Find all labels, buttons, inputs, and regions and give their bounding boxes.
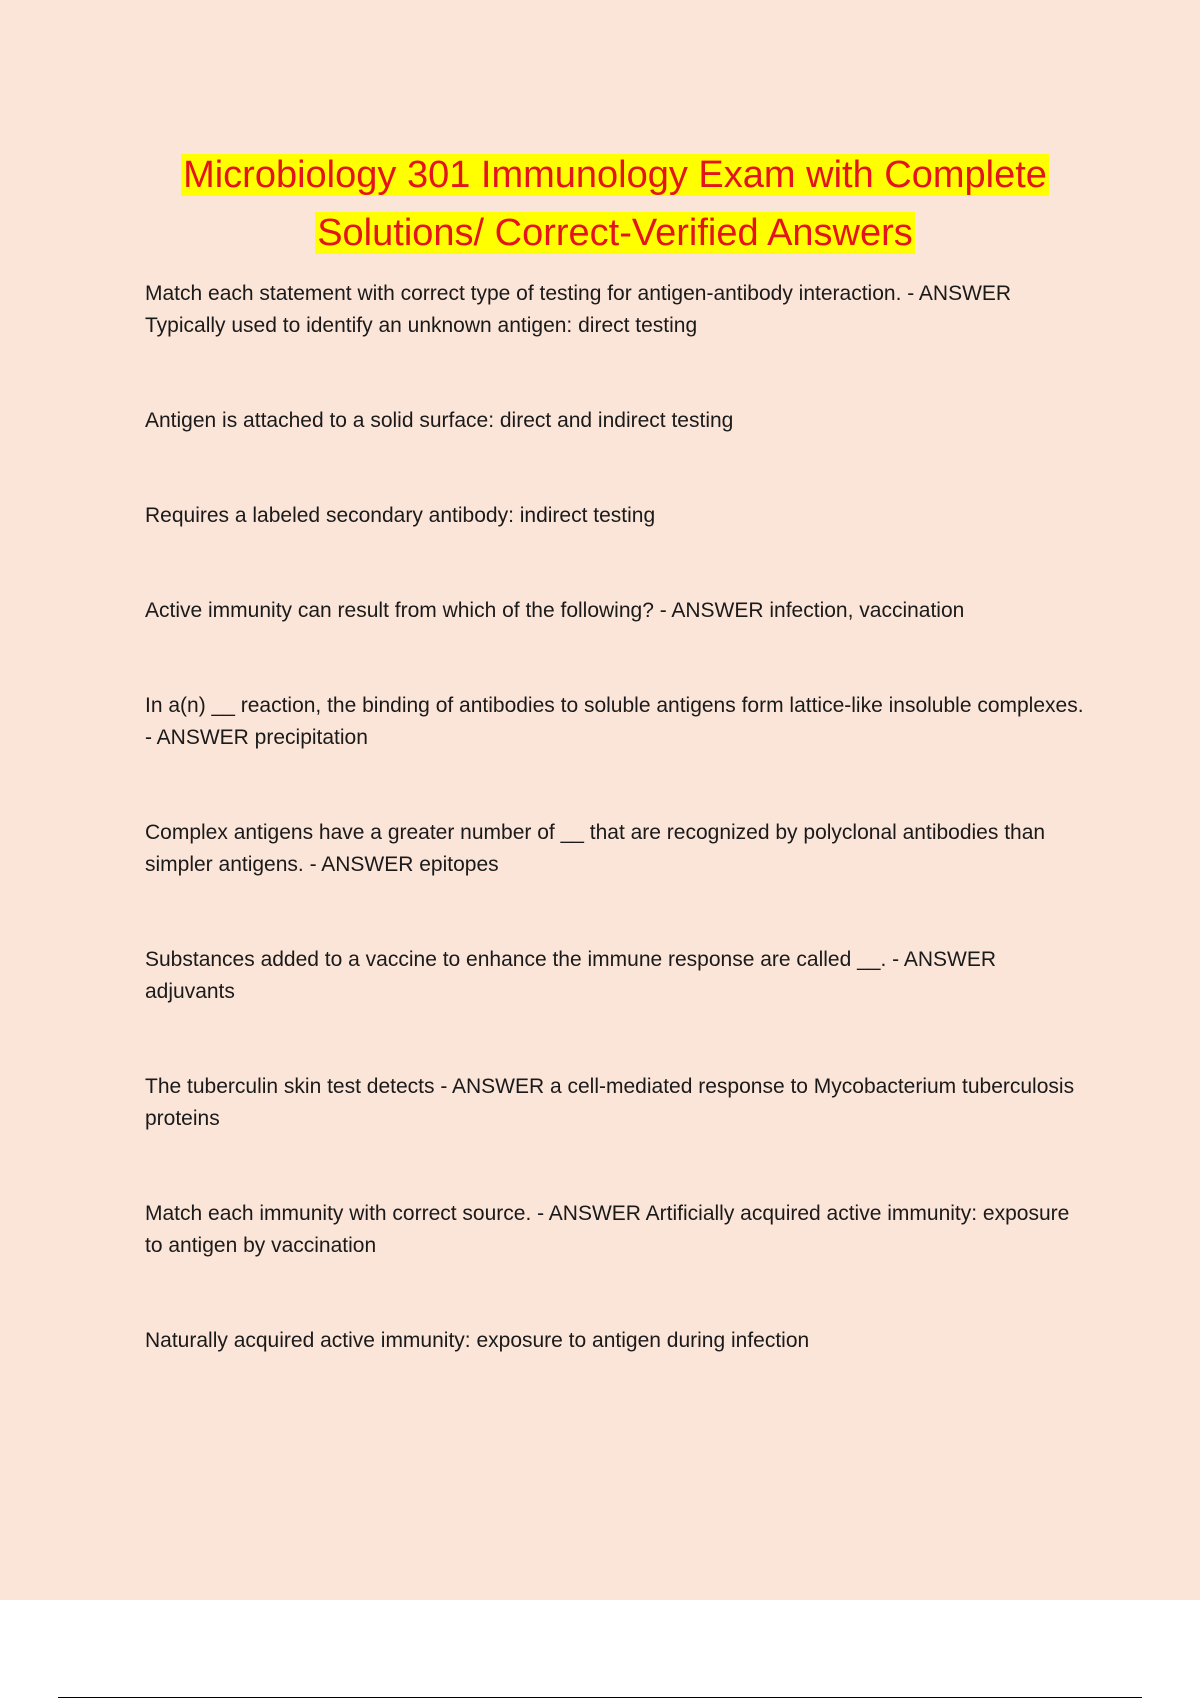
qa-entry-4: Active immunity can result from which of the following? - ANSWER infection, vaccination <box>145 599 965 622</box>
qa-entry-9: Match each immunity with correct source. - ANSWER Artificially acquired active immunity: exposure to antigen by vaccination <box>145 1202 1070 1257</box>
qa-entry-7: Substances added to a vaccine to enhance the immune response are called __. - ANSWER adjuvants <box>145 948 996 1003</box>
qa-entry-10: Naturally acquired active immunity: exposure to antigen during infection <box>145 1329 810 1352</box>
qa-entry-2: Antigen is attached to a solid surface: direct and indirect testing <box>145 409 734 432</box>
title-line-2: Solutions/ Correct-Verified Answers <box>317 212 913 254</box>
document-title <box>80 146 1150 262</box>
qa-list <box>145 278 1085 1420</box>
qa-entry-1: Match each statement with correct type of testing for antigen-antibody interaction. - ANSWER Typically used to identify an unknown antigen: direct testing <box>145 282 1012 337</box>
qa-entry-6: Complex antigens have a greater number of __ that are recognized by polyclonal antibodies than simpler antigens. - ANSWER epitopes <box>145 821 1046 876</box>
qa-entry-3: Requires a labeled secondary antibody: indirect testing <box>145 504 656 527</box>
qa-entry-8: The tuberculin skin test detects - ANSWER a cell-mediated response to Mycobacterium tuberculosis proteins <box>145 1075 1075 1130</box>
qa-entry-5: In a(n) __ reaction, the binding of antibodies to soluble antigens form lattice-like insoluble complexes. - ANSWER precipitation <box>145 694 1084 749</box>
footer-divider <box>58 1697 1142 1698</box>
title-line-1: Microbiology 301 Immunology Exam with Complete <box>183 154 1047 196</box>
